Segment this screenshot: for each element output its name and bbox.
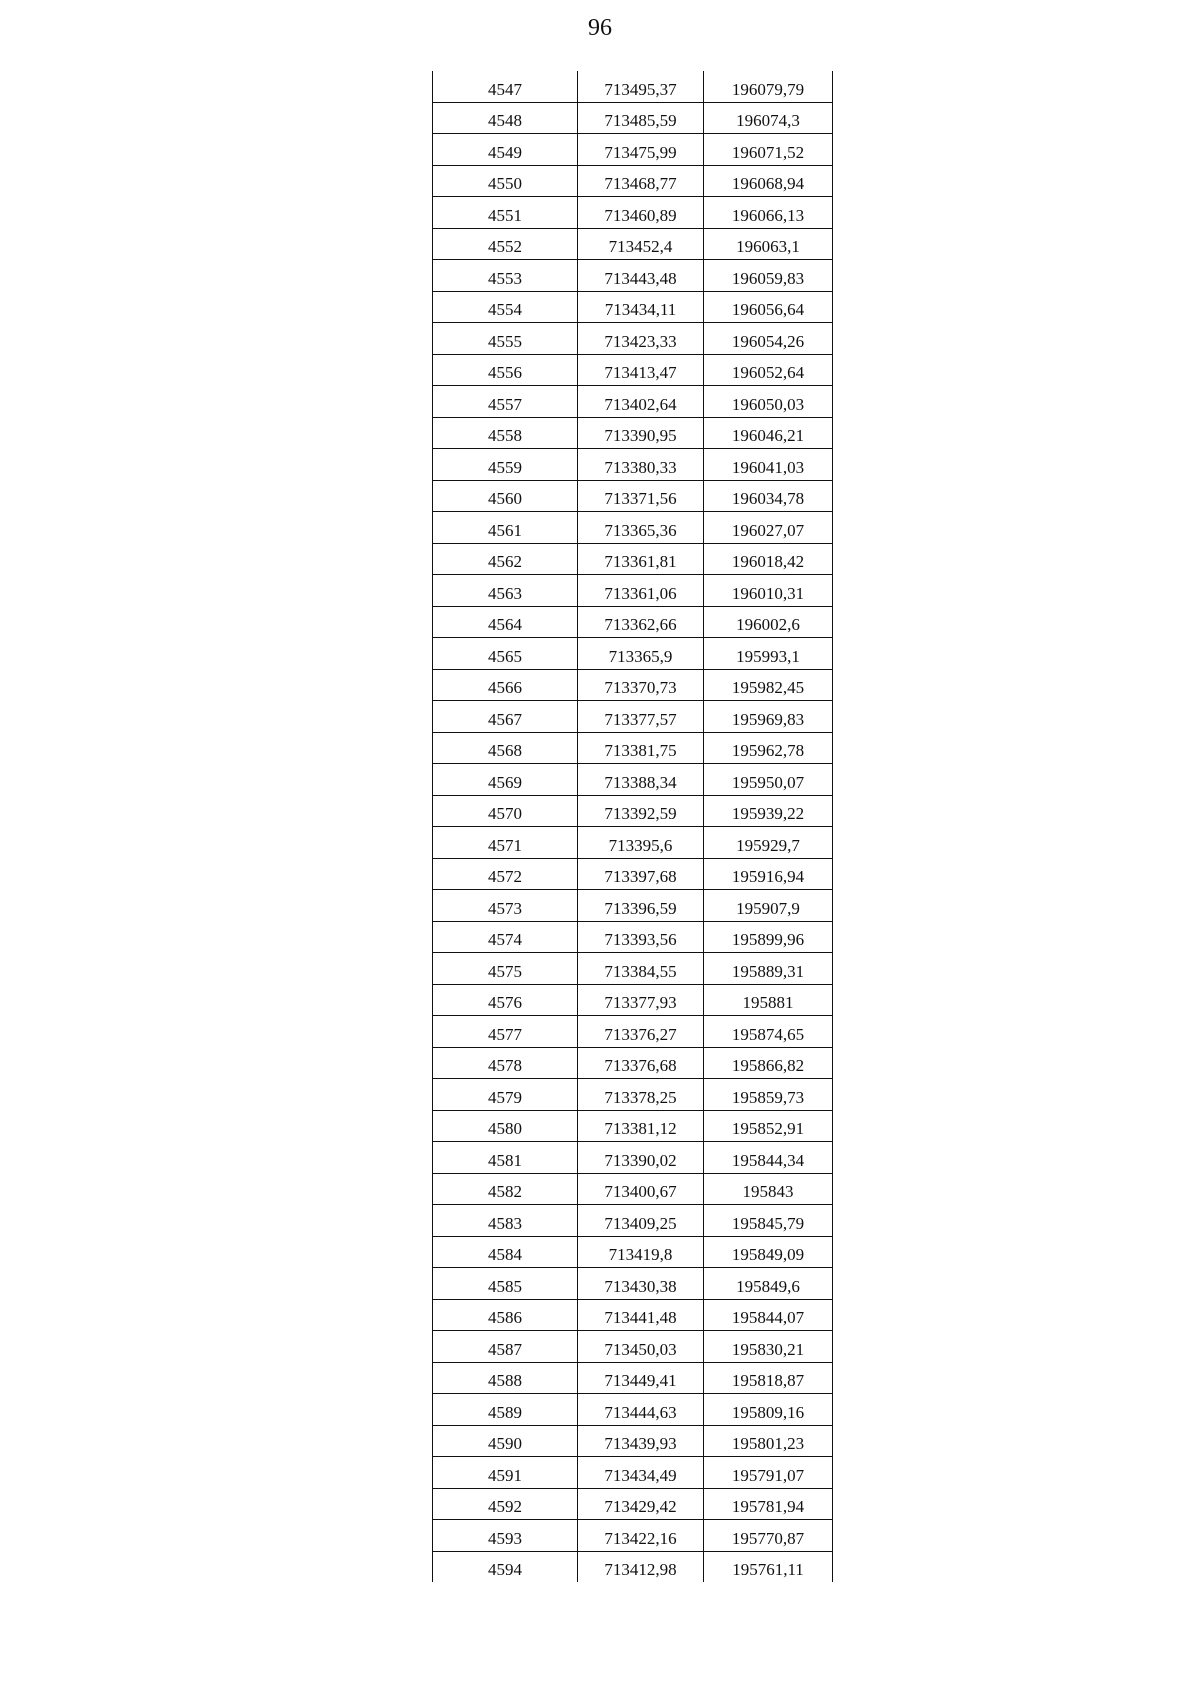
y-coordinate-cell: 195770,87	[704, 1520, 833, 1552]
table-row	[433, 953, 833, 985]
table-row	[433, 449, 833, 481]
point-number-cell: 4555	[433, 323, 578, 355]
x-coordinate-cell: 713409,25	[578, 1205, 704, 1237]
point-number-cell: 4585	[433, 1268, 578, 1300]
y-coordinate-cell: 196050,03	[704, 386, 833, 418]
y-coordinate-cell: 195950,07	[704, 764, 833, 796]
x-coordinate-cell: 713378,25	[578, 1079, 704, 1111]
x-coordinate-cell: 713365,36	[578, 512, 704, 544]
y-coordinate-cell: 195843	[704, 1173, 833, 1205]
point-number-cell: 4556	[433, 354, 578, 386]
point-number-cell: 4562	[433, 543, 578, 575]
table-row	[433, 512, 833, 544]
point-number-cell: 4548	[433, 102, 578, 134]
x-coordinate-cell: 713361,81	[578, 543, 704, 575]
x-coordinate-cell: 713495,37	[578, 71, 704, 102]
page-number: 96	[588, 15, 612, 41]
table-row	[433, 102, 833, 134]
point-number-cell: 4568	[433, 732, 578, 764]
table-row	[433, 701, 833, 733]
point-number-cell: 4593	[433, 1520, 578, 1552]
table-row	[433, 1268, 833, 1300]
x-coordinate-cell: 713381,12	[578, 1110, 704, 1142]
table-row	[433, 165, 833, 197]
y-coordinate-cell: 195849,09	[704, 1236, 833, 1268]
y-coordinate-cell: 195852,91	[704, 1110, 833, 1142]
point-number-cell: 4553	[433, 260, 578, 292]
point-number-cell: 4582	[433, 1173, 578, 1205]
x-coordinate-cell: 713443,48	[578, 260, 704, 292]
table-row	[433, 575, 833, 607]
y-coordinate-cell: 195866,82	[704, 1047, 833, 1079]
y-coordinate-cell: 195982,45	[704, 669, 833, 701]
table-row	[433, 1394, 833, 1426]
y-coordinate-cell: 195781,94	[704, 1488, 833, 1520]
table-row	[433, 1079, 833, 1111]
x-coordinate-cell: 713365,9	[578, 638, 704, 670]
x-coordinate-cell: 713388,34	[578, 764, 704, 796]
y-coordinate-cell: 195761,11	[704, 1551, 833, 1582]
x-coordinate-cell: 713393,56	[578, 921, 704, 953]
y-coordinate-cell: 195845,79	[704, 1205, 833, 1237]
y-coordinate-cell: 195916,94	[704, 858, 833, 890]
table-row	[433, 354, 833, 386]
y-coordinate-cell: 195889,31	[704, 953, 833, 985]
point-number-cell: 4563	[433, 575, 578, 607]
x-coordinate-cell: 713452,4	[578, 228, 704, 260]
point-number-cell: 4570	[433, 795, 578, 827]
y-coordinate-cell: 196063,1	[704, 228, 833, 260]
y-coordinate-cell: 195791,07	[704, 1457, 833, 1489]
point-number-cell: 4579	[433, 1079, 578, 1111]
x-coordinate-cell: 713376,27	[578, 1016, 704, 1048]
y-coordinate-cell: 196068,94	[704, 165, 833, 197]
x-coordinate-cell: 713371,56	[578, 480, 704, 512]
x-coordinate-cell: 713370,73	[578, 669, 704, 701]
point-number-cell: 4588	[433, 1362, 578, 1394]
x-coordinate-cell: 713434,11	[578, 291, 704, 323]
x-coordinate-cell: 713362,66	[578, 606, 704, 638]
table-row	[433, 606, 833, 638]
table-row	[433, 1457, 833, 1489]
y-coordinate-cell: 195874,65	[704, 1016, 833, 1048]
point-number-cell: 4559	[433, 449, 578, 481]
table-row	[433, 1110, 833, 1142]
x-coordinate-cell: 713475,99	[578, 134, 704, 166]
point-number-cell: 4552	[433, 228, 578, 260]
y-coordinate-cell: 195849,6	[704, 1268, 833, 1300]
x-coordinate-cell: 713422,16	[578, 1520, 704, 1552]
table-row	[433, 323, 833, 355]
point-number-cell: 4557	[433, 386, 578, 418]
x-coordinate-cell: 713395,6	[578, 827, 704, 859]
point-number-cell: 4577	[433, 1016, 578, 1048]
x-coordinate-cell: 713384,55	[578, 953, 704, 985]
point-number-cell: 4554	[433, 291, 578, 323]
y-coordinate-cell: 196010,31	[704, 575, 833, 607]
point-number-cell: 4592	[433, 1488, 578, 1520]
table-row	[433, 1047, 833, 1079]
point-number-cell: 4586	[433, 1299, 578, 1331]
x-coordinate-cell: 713430,38	[578, 1268, 704, 1300]
x-coordinate-cell: 713361,06	[578, 575, 704, 607]
x-coordinate-cell: 713381,75	[578, 732, 704, 764]
point-number-cell: 4573	[433, 890, 578, 922]
table-row	[433, 1331, 833, 1363]
point-number-cell: 4594	[433, 1551, 578, 1582]
table-row	[433, 1142, 833, 1174]
table-row	[433, 1205, 833, 1237]
point-number-cell: 4572	[433, 858, 578, 890]
x-coordinate-cell: 713485,59	[578, 102, 704, 134]
point-number-cell: 4550	[433, 165, 578, 197]
y-coordinate-cell: 196074,3	[704, 102, 833, 134]
table-row	[433, 669, 833, 701]
y-coordinate-cell: 195969,83	[704, 701, 833, 733]
x-coordinate-cell: 713400,67	[578, 1173, 704, 1205]
table-row	[433, 1488, 833, 1520]
point-number-cell: 4590	[433, 1425, 578, 1457]
y-coordinate-cell: 196046,21	[704, 417, 833, 449]
x-coordinate-cell: 713396,59	[578, 890, 704, 922]
x-coordinate-cell: 713390,02	[578, 1142, 704, 1174]
table-row	[433, 1016, 833, 1048]
table-row	[433, 1551, 833, 1582]
x-coordinate-cell: 713444,63	[578, 1394, 704, 1426]
x-coordinate-cell: 713380,33	[578, 449, 704, 481]
table-row	[433, 984, 833, 1016]
point-number-cell: 4576	[433, 984, 578, 1016]
y-coordinate-cell: 195907,9	[704, 890, 833, 922]
x-coordinate-cell: 713402,64	[578, 386, 704, 418]
x-coordinate-cell: 713392,59	[578, 795, 704, 827]
table-row	[433, 1362, 833, 1394]
point-number-cell: 4569	[433, 764, 578, 796]
x-coordinate-cell: 713412,98	[578, 1551, 704, 1582]
point-number-cell: 4564	[433, 606, 578, 638]
y-coordinate-cell: 196071,52	[704, 134, 833, 166]
table-row	[433, 197, 833, 229]
table-row	[433, 291, 833, 323]
y-coordinate-cell: 195993,1	[704, 638, 833, 670]
table-row	[433, 795, 833, 827]
point-number-cell: 4560	[433, 480, 578, 512]
table-row	[433, 858, 833, 890]
x-coordinate-cell: 713450,03	[578, 1331, 704, 1363]
y-coordinate-cell: 196018,42	[704, 543, 833, 575]
point-number-cell: 4561	[433, 512, 578, 544]
point-number-cell: 4549	[433, 134, 578, 166]
table-row	[433, 764, 833, 796]
point-number-cell: 4589	[433, 1394, 578, 1426]
y-coordinate-cell: 195809,16	[704, 1394, 833, 1426]
y-coordinate-cell: 195899,96	[704, 921, 833, 953]
x-coordinate-cell: 713449,41	[578, 1362, 704, 1394]
x-coordinate-cell: 713434,49	[578, 1457, 704, 1489]
table-row	[433, 543, 833, 575]
y-coordinate-cell: 195830,21	[704, 1331, 833, 1363]
x-coordinate-cell: 713377,57	[578, 701, 704, 733]
x-coordinate-cell: 713419,8	[578, 1236, 704, 1268]
table-row	[433, 890, 833, 922]
table-row	[433, 386, 833, 418]
point-number-cell: 4583	[433, 1205, 578, 1237]
table-row	[433, 228, 833, 260]
y-coordinate-cell: 195881	[704, 984, 833, 1016]
y-coordinate-cell: 195962,78	[704, 732, 833, 764]
x-coordinate-cell: 713439,93	[578, 1425, 704, 1457]
table-row	[433, 827, 833, 859]
x-coordinate-cell: 713377,93	[578, 984, 704, 1016]
y-coordinate-cell: 195818,87	[704, 1362, 833, 1394]
y-coordinate-cell: 195929,7	[704, 827, 833, 859]
table-row	[433, 417, 833, 449]
point-number-cell: 4547	[433, 71, 578, 102]
y-coordinate-cell: 195844,34	[704, 1142, 833, 1174]
coordinates-table	[432, 71, 833, 1582]
point-number-cell: 4565	[433, 638, 578, 670]
x-coordinate-cell: 713468,77	[578, 165, 704, 197]
point-number-cell: 4580	[433, 1110, 578, 1142]
table-row	[433, 1425, 833, 1457]
x-coordinate-cell: 713390,95	[578, 417, 704, 449]
table-row	[433, 638, 833, 670]
point-number-cell: 4571	[433, 827, 578, 859]
x-coordinate-cell: 713441,48	[578, 1299, 704, 1331]
y-coordinate-cell: 196059,83	[704, 260, 833, 292]
y-coordinate-cell: 196056,64	[704, 291, 833, 323]
point-number-cell: 4575	[433, 953, 578, 985]
point-number-cell: 4587	[433, 1331, 578, 1363]
table-row	[433, 260, 833, 292]
point-number-cell: 4584	[433, 1236, 578, 1268]
y-coordinate-cell: 196079,79	[704, 71, 833, 102]
point-number-cell: 4558	[433, 417, 578, 449]
x-coordinate-cell: 713397,68	[578, 858, 704, 890]
table-row	[433, 134, 833, 166]
x-coordinate-cell: 713423,33	[578, 323, 704, 355]
point-number-cell: 4581	[433, 1142, 578, 1174]
table-row	[433, 732, 833, 764]
table-row	[433, 1173, 833, 1205]
y-coordinate-cell: 196034,78	[704, 480, 833, 512]
point-number-cell: 4567	[433, 701, 578, 733]
y-coordinate-cell: 195844,07	[704, 1299, 833, 1331]
point-number-cell: 4551	[433, 197, 578, 229]
point-number-cell: 4591	[433, 1457, 578, 1489]
x-coordinate-cell: 713413,47	[578, 354, 704, 386]
y-coordinate-cell: 196002,6	[704, 606, 833, 638]
y-coordinate-cell: 195859,73	[704, 1079, 833, 1111]
table-row	[433, 1299, 833, 1331]
point-number-cell: 4566	[433, 669, 578, 701]
table-row	[433, 71, 833, 102]
table-row	[433, 1520, 833, 1552]
table-row	[433, 921, 833, 953]
x-coordinate-cell: 713429,42	[578, 1488, 704, 1520]
x-coordinate-cell: 713376,68	[578, 1047, 704, 1079]
y-coordinate-cell: 196066,13	[704, 197, 833, 229]
y-coordinate-cell: 196054,26	[704, 323, 833, 355]
y-coordinate-cell: 196027,07	[704, 512, 833, 544]
y-coordinate-cell: 195939,22	[704, 795, 833, 827]
x-coordinate-cell: 713460,89	[578, 197, 704, 229]
point-number-cell: 4578	[433, 1047, 578, 1079]
y-coordinate-cell: 195801,23	[704, 1425, 833, 1457]
point-number-cell: 4574	[433, 921, 578, 953]
y-coordinate-cell: 196052,64	[704, 354, 833, 386]
coordinates-table-body	[433, 71, 833, 1582]
table-row	[433, 480, 833, 512]
table-row	[433, 1236, 833, 1268]
y-coordinate-cell: 196041,03	[704, 449, 833, 481]
